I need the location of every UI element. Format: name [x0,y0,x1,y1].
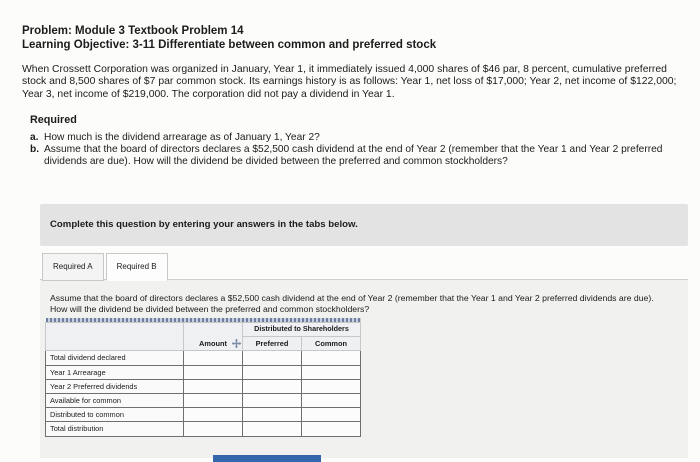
common-input[interactable] [302,379,361,393]
dividend-table [45,318,361,437]
table-row [46,351,361,365]
column-header-common: Common [302,337,361,351]
common-input[interactable] [302,351,361,365]
problem-title: Problem: Module 3 Textbook Problem 14 [22,25,244,37]
move-handle-icon[interactable] [232,339,241,348]
preferred-input[interactable] [243,365,302,379]
tab-instruction: Assume that the board of directors declares a $52,500 cash dividend at the end of Year 2 (remember that the Year 1 and Year 2 preferred dividends are due). How will the dividend be divided between the preferred and common stockholders? [50,293,654,314]
question-label: a. [30,132,39,143]
table-row [46,379,361,393]
table-header-row [46,323,361,337]
question-label: b. [30,144,40,156]
navigation-bar[interactable] [213,455,321,462]
amount-input[interactable] [184,408,243,422]
row-label: Year 2 Preferred dividends [46,379,184,393]
row-label: Available for common [46,393,184,407]
question-text: Assume that the board of directors declares a $52,500 cash dividend at the end of Year 2 (remember that the Year 1 and Year 2 preferred dividends are due). How will the dividend be divided between the preferred and common stockholders? [44,144,663,168]
table-row [46,422,361,436]
required-heading: Required [30,114,77,126]
preferred-input[interactable] [243,379,302,393]
common-input[interactable] [302,393,361,407]
preferred-input[interactable] [243,351,302,365]
learning-objective: Learning Objective: 3-11 Differentiate between common and preferred stock [22,39,437,51]
question-list [30,132,690,169]
common-input[interactable] [302,422,361,436]
question-a [30,132,690,144]
preferred-input[interactable] [243,393,302,407]
amount-input[interactable] [184,351,243,365]
tab-required-a[interactable]: Required A [42,253,104,281]
column-header-amount: Amount [199,339,227,349]
table-row [46,408,361,422]
distributed-header: Distributed to Shareholders [243,323,361,337]
common-input[interactable] [302,365,361,379]
amount-input[interactable] [184,379,243,393]
tab-bar [42,253,170,281]
preferred-input[interactable] [243,408,302,422]
row-label: Year 1 Arrearage [46,365,184,379]
table-row [46,365,361,379]
question-text: How much is the dividend arrearage as of January 1, Year 2? [44,132,320,143]
preferred-input[interactable] [243,422,302,436]
amount-input[interactable] [184,365,243,379]
instruction-panel [40,204,688,246]
panel-text: Complete this question by entering your answers in the tabs below. [50,219,358,230]
tab-required-b[interactable]: Required B [106,253,168,281]
common-input[interactable] [302,408,361,422]
amount-input[interactable] [184,393,243,407]
question-b [30,144,690,168]
table-row [46,393,361,407]
amount-input[interactable] [184,422,243,436]
problem-intro: When Crossett Corporation was organized in January, Year 1, it immediately issued 4,000 shares of $46 par, 8 percent, cumulative preferred stock and 8,500 shares of $7 par common stock. Its earnings history is as follows: Year 1, net loss of $17,000; Year 2, net income of $122,000; Year 3, net income of $219,000. The corporation did not pay a dividend in Year 1. [22,64,677,100]
row-label: Total distribution [46,422,184,436]
row-label: Total dividend declared [46,351,184,365]
column-header-preferred: Preferred [243,337,302,351]
row-label: Distributed to common [46,408,184,422]
problem-header [22,24,682,52]
